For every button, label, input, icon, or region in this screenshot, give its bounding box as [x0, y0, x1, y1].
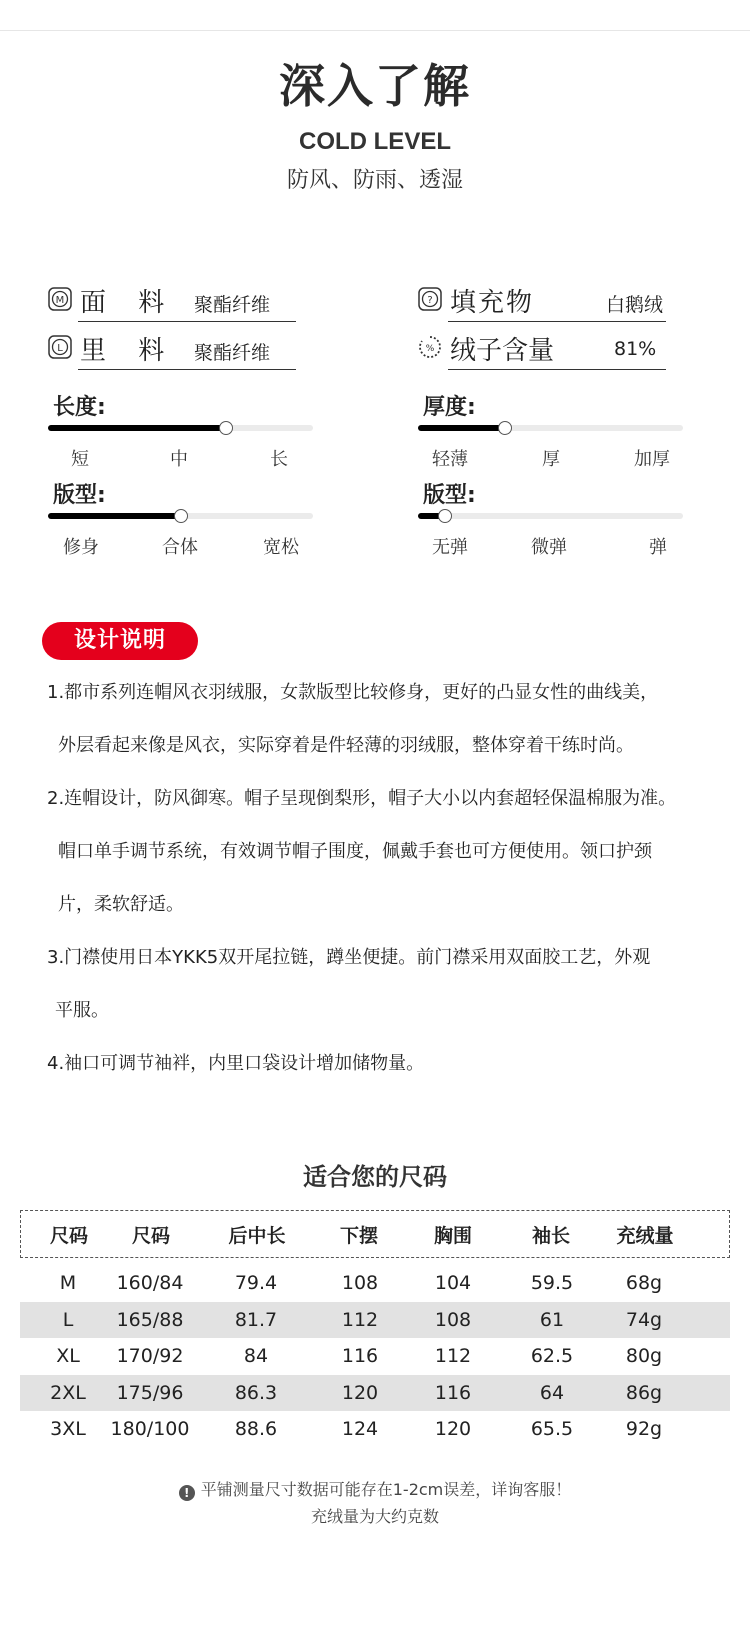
- spec-fabric: [48, 282, 298, 322]
- spec-label: 面 料: [80, 288, 177, 318]
- slider-tick: 合体: [162, 537, 198, 558]
- table-cell: 108: [434, 1308, 472, 1331]
- table-cell: 59.5: [530, 1272, 574, 1295]
- table-cell: 175/96: [116, 1381, 184, 1404]
- spec-down-content: [418, 330, 668, 370]
- slider-fill: [48, 425, 226, 431]
- table-cell: 112: [434, 1345, 472, 1368]
- length-slider: [48, 390, 313, 470]
- table-cell: 79.4: [234, 1272, 278, 1295]
- slider-tick: 中: [170, 449, 188, 470]
- header-cell: 胸围: [433, 1224, 473, 1247]
- slider-knob: [438, 509, 452, 523]
- question-icon: [418, 287, 442, 311]
- slider-title: 长度:: [53, 395, 106, 420]
- table-row: [20, 1302, 730, 1339]
- header-cell: 充绒量: [616, 1224, 674, 1247]
- table-cell: 120: [434, 1418, 472, 1441]
- top-divider: [0, 30, 750, 31]
- design-line: 4.袖口可调节袖袢，内里口袋设计增加储物量。: [47, 1053, 425, 1074]
- spec-value: 白鹅绒: [606, 294, 664, 316]
- slider-tick: 厚: [542, 449, 560, 470]
- table-cell: M: [59, 1272, 77, 1295]
- table-row: [20, 1265, 730, 1302]
- slider-tick: 微弹: [531, 537, 567, 558]
- slider-title: 版型:: [423, 483, 476, 508]
- header-cell: 尺码: [49, 1224, 89, 1247]
- table-cell: 84: [243, 1345, 269, 1368]
- header-cell: 尺码: [131, 1224, 171, 1247]
- slider-track: [48, 513, 313, 519]
- size-chart-title: 适合您的尺码: [303, 1163, 447, 1191]
- fit-slider: [48, 478, 313, 558]
- slider-title: 厚度:: [423, 395, 476, 420]
- slider-tick: 弹: [649, 537, 667, 558]
- slider-tick: 长: [270, 449, 288, 470]
- table-row: [20, 1411, 730, 1448]
- table-cell: L: [62, 1308, 74, 1331]
- slider-tick: 轻薄: [432, 449, 468, 470]
- spec-label: 里 料: [80, 336, 177, 366]
- spec-value: 81%: [614, 338, 657, 360]
- table-cell: 80g: [625, 1345, 663, 1368]
- table-row: [20, 1375, 730, 1412]
- table-cell: 74g: [625, 1308, 663, 1331]
- table-cell: 3XL: [50, 1418, 86, 1441]
- slider-knob: [174, 509, 188, 523]
- design-line: 帽口单手调节系统，有效调节帽子围度，佩戴手套也可方便使用。领口护颈: [58, 841, 652, 862]
- svg-text:M: M: [55, 295, 65, 306]
- svg-text:L: L: [57, 343, 63, 354]
- table-cell: 104: [434, 1272, 472, 1295]
- slider-fill: [48, 513, 181, 519]
- table-cell: 2XL: [50, 1381, 86, 1404]
- spec-lining: [48, 330, 298, 370]
- slider-tick: 短: [71, 449, 89, 470]
- slider-tick: 宽松: [263, 537, 299, 558]
- l-icon: [48, 335, 72, 359]
- cold-level-subtitle: COLD LEVEL: [298, 128, 451, 155]
- header-cell: 后中长: [228, 1224, 286, 1247]
- table-cell: 165/88: [116, 1308, 184, 1331]
- table-cell: 64: [539, 1381, 565, 1404]
- header-cell: 下摆: [339, 1224, 379, 1247]
- percent-icon: [418, 335, 442, 359]
- design-notes-label: 设计说明: [42, 622, 198, 660]
- spec-filling: [418, 282, 668, 322]
- slider-tick: 加厚: [634, 449, 670, 470]
- slider-tick: 修身: [63, 537, 99, 558]
- table-cell: 81.7: [234, 1308, 278, 1331]
- table-cell: 108: [341, 1272, 379, 1295]
- design-line: 片，柔软舒适。: [58, 894, 184, 915]
- elasticity-slider: [418, 478, 683, 558]
- table-row: [20, 1338, 730, 1375]
- table-cell: 68g: [625, 1272, 663, 1295]
- table-cell: 61: [539, 1308, 565, 1331]
- table-cell: 170/92: [116, 1345, 184, 1368]
- spec-underline: [78, 369, 296, 370]
- spec-value: 聚酯纤维: [194, 342, 271, 364]
- table-cell: 116: [341, 1345, 379, 1368]
- size-table-header: [20, 1210, 730, 1258]
- fill-weight-note: 充绒量为大约克数: [310, 1507, 439, 1526]
- design-line: 1.都市系列连帽风衣羽绒服，女款版型比较修身，更好的凸显女性的曲线美，: [47, 682, 659, 703]
- m-icon: [48, 287, 72, 311]
- slider-knob: [219, 421, 233, 435]
- thickness-slider: [418, 390, 683, 470]
- design-line: 外层看起来像是风衣，实际穿着是件轻薄的羽绒服，整体穿着干练时尚。: [58, 735, 634, 756]
- table-cell: 65.5: [530, 1418, 574, 1441]
- table-cell: 88.6: [234, 1418, 278, 1441]
- measurement-note: [0, 1477, 750, 1501]
- svg-text:?: ?: [427, 295, 433, 306]
- table-cell: 62.5: [530, 1345, 574, 1368]
- table-cell: 124: [341, 1418, 379, 1441]
- table-cell: 180/100: [110, 1418, 190, 1441]
- table-cell: 86.3: [234, 1381, 278, 1404]
- slider-track: [418, 513, 683, 519]
- slider-knob: [498, 421, 512, 435]
- size-table: [20, 1210, 730, 1448]
- table-cell: 86g: [625, 1381, 663, 1404]
- slider-track: [418, 425, 683, 431]
- slider-fill: [418, 425, 505, 431]
- table-cell: 92g: [625, 1418, 663, 1441]
- spec-label: 绒子含量: [450, 336, 555, 366]
- slider-tick: 无弹: [432, 537, 468, 558]
- svg-text:%: %: [425, 344, 435, 354]
- table-cell: 120: [341, 1381, 379, 1404]
- header-cell: 袖长: [531, 1224, 571, 1247]
- spec-label: 填充物: [450, 288, 535, 318]
- design-line: 2.连帽设计，防风御寒。帽子呈现倒梨形，帽子大小以内套超轻保温棉服为准。: [47, 788, 677, 809]
- table-cell: 160/84: [116, 1272, 184, 1295]
- slider-track: [48, 425, 313, 431]
- spec-underline: [78, 321, 296, 322]
- page-title: 深入了解: [279, 59, 471, 113]
- table-cell: XL: [56, 1345, 80, 1368]
- warning-icon: !: [179, 1485, 195, 1501]
- design-line: 3.门襟使用日本YKK5双开尾拉链，蹲坐便捷。前门襟采用双面胶工艺，外观: [47, 947, 651, 968]
- spec-underline: [448, 369, 666, 370]
- slider-title: 版型:: [53, 483, 106, 508]
- table-cell: 112: [341, 1308, 379, 1331]
- spec-underline: [448, 321, 666, 322]
- table-cell: 116: [434, 1381, 472, 1404]
- design-line: 平服。: [55, 1000, 109, 1021]
- feature-list: 防风、防雨、透湿: [286, 168, 463, 193]
- measurement-note-text: 平铺测量尺寸数据可能存在1-2cm误差，详询客服！: [200, 1480, 572, 1499]
- spec-value: 聚酯纤维: [194, 294, 271, 316]
